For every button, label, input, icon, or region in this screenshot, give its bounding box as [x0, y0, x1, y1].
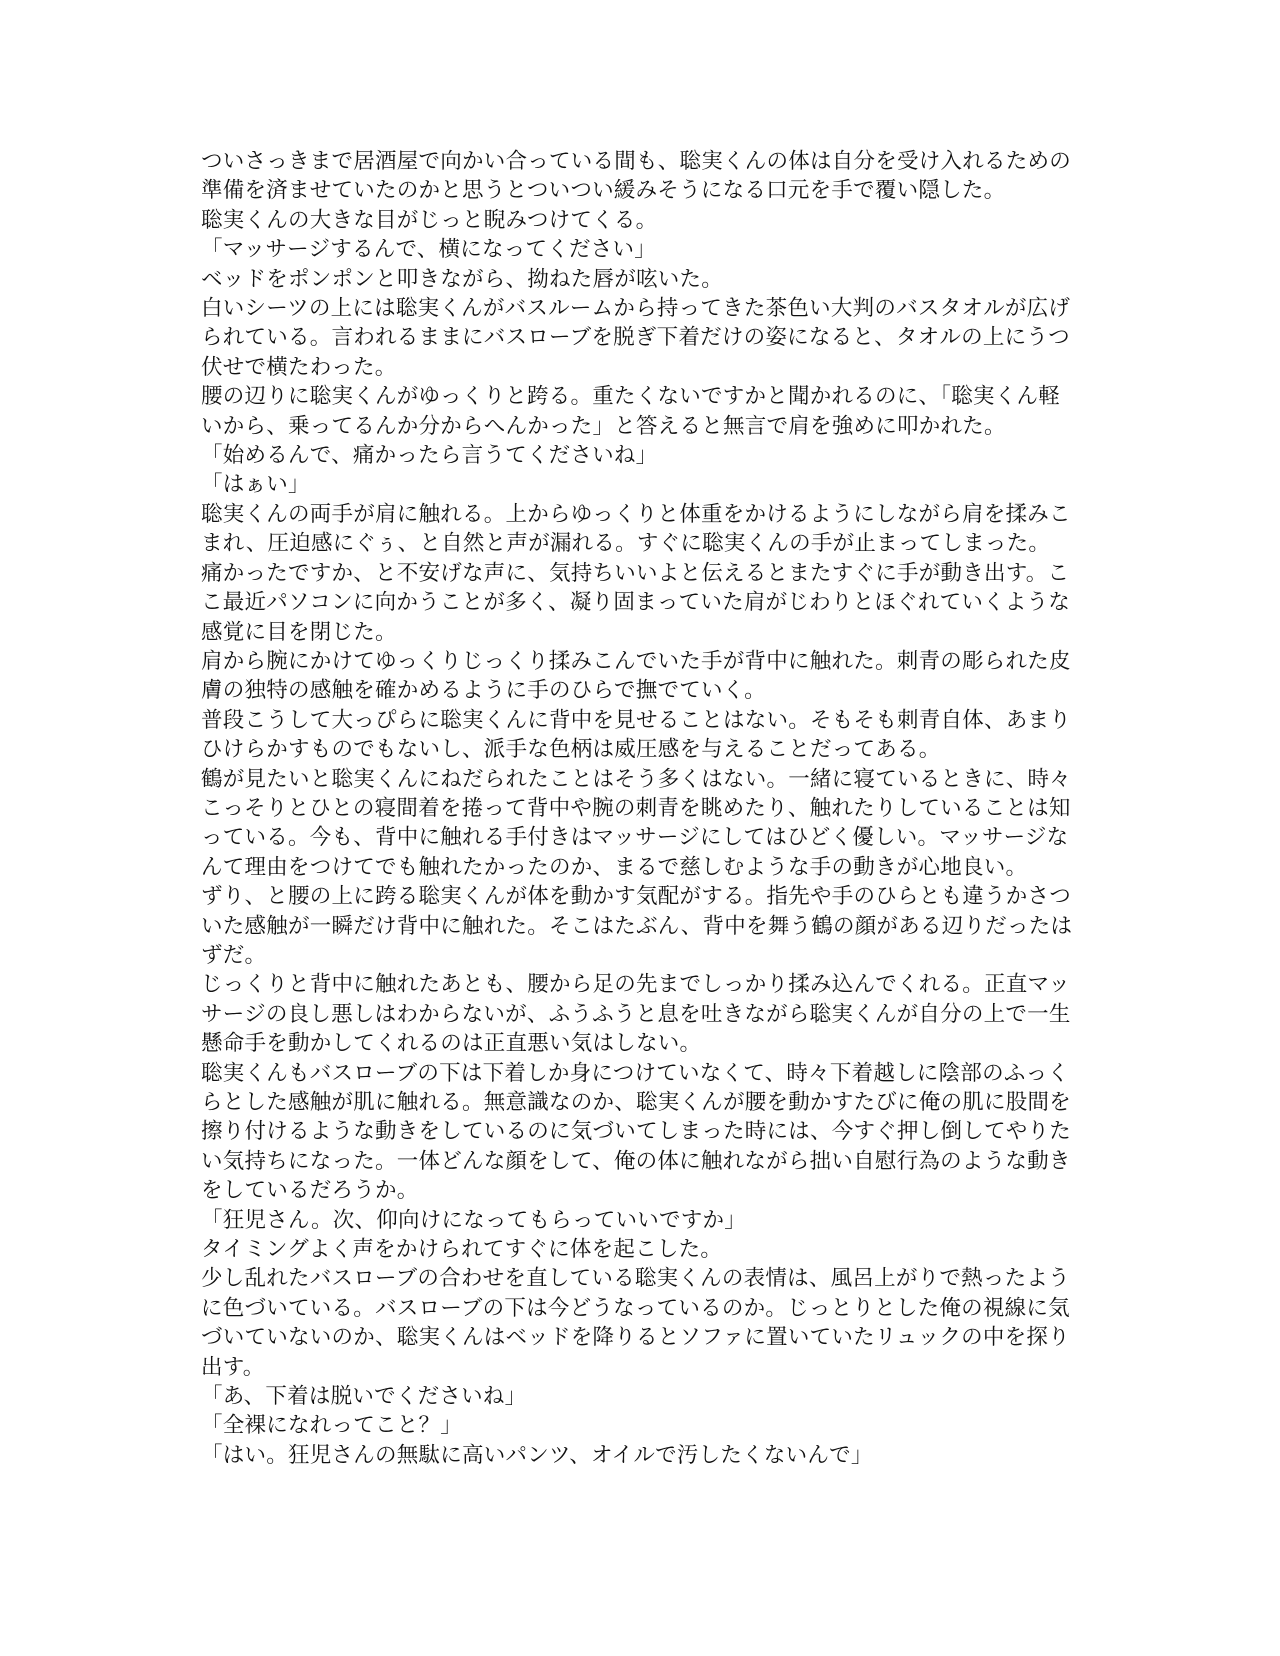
text-line: 準備を済ませていたのかと思うとついつい緩みそうになる口元を手で覆い隠した。	[201, 178, 1006, 204]
text-line: サージの良し悪しはわからないが、ふうふうと息を吐きながら聡実くんが自分の上で一生	[201, 1001, 1071, 1027]
text-line: 膚の独特の感触を確かめるように手のひらで撫でていく。	[201, 678, 766, 704]
text-line: 「全裸になれってこと？」	[201, 1413, 463, 1439]
text-line: 「あ、下着は脱いでくださいね」	[201, 1384, 527, 1410]
text-line: まれ、圧迫感にぐぅ、と自然と声が漏れる。すぐに聡実くんの手が止まってしまった。	[201, 531, 1051, 557]
text-line: 懸命手を動かしてくれるのは正直悪い気はしない。	[201, 1031, 702, 1057]
text-line: 白いシーツの上には聡実くんがバスルームから持ってきた茶色い大判のバスタオルが広げ	[201, 296, 1071, 322]
text-line: ずり、と腰の上に跨る聡実くんが体を動かす気配がする。指先や手のひらとも違うかさつ	[201, 884, 1072, 910]
text-line: こっそりとひとの寝間着を捲って背中や腕の刺青を眺めたり、触れたりしていることは知	[201, 795, 1071, 821]
text-line: 聡実くんもバスローブの下は下着しか身につけていなくて、時々下着越しに陰部のふっく	[201, 1060, 1070, 1086]
text-line: に色づいている。バスローブの下は今どうなっているのか。じっとりとした俺の視線に気	[201, 1295, 1070, 1321]
body-text	[201, 147, 1091, 1470]
text-line: 「始めるんで、痛かったら言うてくださいね」	[201, 443, 658, 469]
text-line: 鶴が見たいと聡実くんにねだられたことはそう多くはない。一緒に寝ているときに、時々	[201, 766, 1072, 792]
text-line: 「マッサージするんで、横になってください」	[201, 237, 657, 263]
text-line: 擦り付けるような動きをしているのに気づいてしまった時には、今すぐ押し倒してやりた	[201, 1119, 1072, 1145]
text-line: 普段こうして大っぴらに聡実くんに背中を見せることはない。そもそも刺青自体、あまり	[201, 707, 1072, 733]
text-line: ずだ。	[201, 942, 267, 968]
text-line: 「はぁい」	[201, 472, 310, 498]
text-line: っている。今も、背中に触れる手付きはマッサージにしてはひどく優しい。マッサージな	[201, 825, 1069, 851]
text-line: じっくりと背中に触れたあとも、腰から足の先までしっかり揉み込んでくれる。正直マッ	[201, 972, 1071, 998]
text-line: 腰の辺りに聡実くんがゆっくりと跨る。重たくないですかと聞かれるのに、「聡実くん軽	[201, 384, 1061, 410]
text-line: をしているだろうか。	[201, 1178, 419, 1204]
text-line: ひけらかすものでもないし、派手な色柄は威圧感を与えることだってある。	[201, 737, 941, 763]
text-line: タイミングよく声をかけられてすぐに体を起こした。	[201, 1237, 723, 1263]
text-line: 出す。	[201, 1354, 265, 1380]
text-line: 少し乱れたバスローブの合わせを直している聡実くんの表情は、風呂上がりで熱ったよう	[201, 1266, 1070, 1292]
text-line: られている。言われるままにバスローブを脱ぎ下着だけの姿になると、タオルの上にうつ	[201, 325, 1070, 351]
text-line: 「狂児さん。次、仰向けになってもらっていいですか」	[201, 1207, 747, 1233]
text-line: ベッドをポンポンと叩きながら、拗ねた唇が呟いた。	[201, 266, 724, 292]
text-line: 「はい。狂児さんの無駄に高いパンツ、オイルで汚したくないんで」	[201, 1442, 873, 1468]
text-line: づいていないのか、聡実くんはベッドを降りるとソファに置いていたリュックの中を探り	[201, 1325, 1070, 1351]
text-line: らとした感触が肌に触れる。無意識なのか、聡実くんが腰を動かすたびに俺の肌に股間を	[201, 1090, 1072, 1115]
text-line: 聡実くんの大きな目がじっと睨みつけてくる。	[201, 207, 658, 233]
text-line: い気持ちになった。一体どんな顔をして、俺の体に触れながら拙い自慰行為のような動き	[201, 1148, 1071, 1174]
text-line: 感覚に目を閉じた。	[201, 619, 397, 645]
text-line: こ最近パソコンに向かうことが多く、凝り固まっていた肩がじわりとほぐれていくような	[201, 590, 1071, 616]
text-line: ついさっきまで居酒屋で向かい合っている間も、聡実くんの体は自分を受け入れるための	[201, 149, 1072, 174]
text-line: 肩から腕にかけてゆっくりじっくり揉みこんでいた手が背中に触れた。刺青の彫られた皮	[201, 648, 1071, 674]
text-line: 聡実くんの両手が肩に触れる。上からゆっくりと体重をかけるようにしながら肩を揉みこ	[201, 501, 1071, 527]
text-line: 伏せで横たわった。	[201, 354, 397, 380]
text-line: いから、乗ってるんか分からへんかった」と答えると無言で肩を強めに叩かれた。	[201, 413, 1006, 439]
text-line: いた感触が一瞬だけ背中に触れた。そこはたぶん、背中を舞う鶴の顔がある辺りだったは	[201, 913, 1073, 939]
text-line: 痛かったですか、と不安げな声に、気持ちいいよと伝えるとまたすぐに手が動き出す。こ	[201, 560, 1070, 586]
text-line: んて理由をつけてでも触れたかったのか、まるで慈しむような手の動きが心地良い。	[201, 854, 1028, 880]
